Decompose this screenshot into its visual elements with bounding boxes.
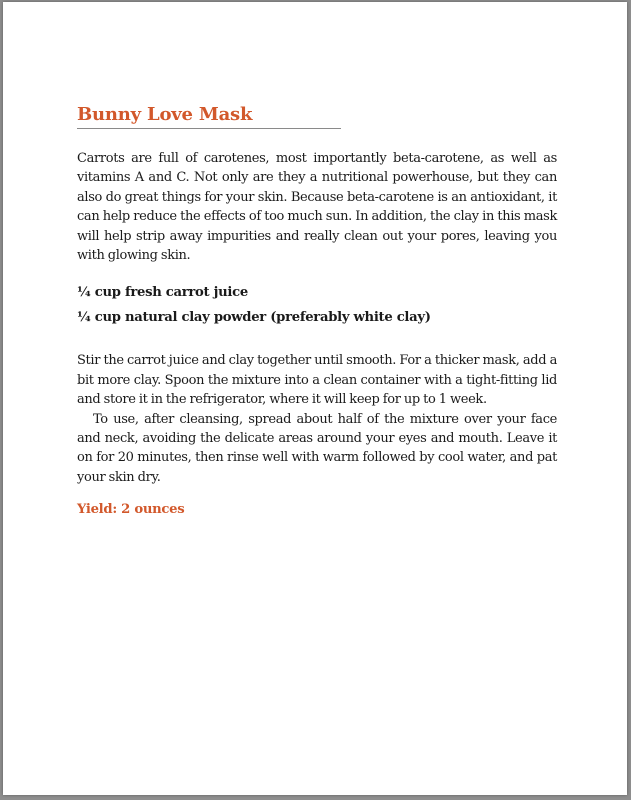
recipe-yield: Yield: 2 ounces [77, 502, 185, 518]
ingredient-item: ¼ cup natural clay powder (preferably white clay) [77, 310, 431, 326]
document-page [3, 2, 627, 795]
ingredient-item: ¼ cup fresh carrot juice [77, 285, 248, 301]
instructions [77, 351, 557, 487]
intro-paragraph: Carrots are full of carotenes, most importantly beta-carotene, as well as vitamins A and C. Not only are they a nutritional powerhouse, but they can also do great things for your skin. Because beta-carotene is an antioxidant, it can help reduce the effects of too much sun. In addition, the clay in this mask will help strip away impurities and really clean out your pores, leaving you with glowing skin. [77, 151, 557, 264]
instruction-paragraph: Stir the carrot juice and clay together until smooth. For a thicker mask, add a bit more clay. Spoon the mixture into a clean container with a tight-fitting lid and store it in the refrigerator, where it will keep for up to 1 week. [77, 353, 557, 408]
ingredient-list [77, 283, 557, 327]
recipe-title: Bunny Love Mask [77, 104, 253, 125]
recipe-content [77, 103, 557, 519]
title-underline [77, 128, 341, 129]
instruction-paragraph: To use, after cleansing, spread about half of the mixture over your face and neck, avoiding the delicate areas around your eyes and mouth. Leave it on for 20 minutes, then rinse well with warm followed by cool water, and pat your skin dry. [77, 411, 557, 485]
